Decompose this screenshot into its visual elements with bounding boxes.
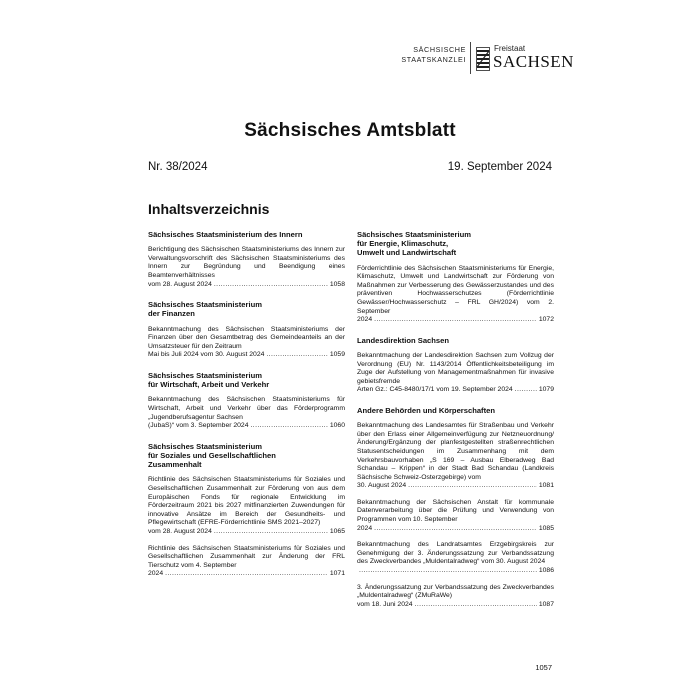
- toc-entry-last-line: (JubaS)“ vom 3. September 2024: [148, 422, 249, 430]
- toc-entry-last-line: 2024: [357, 524, 373, 532]
- toc-entry-text: Richtlinie des Sächsischen Staatsministeriums für Soziales und Gesellschaftlichen Zusammenhalt zur Förderung von aus dem Europäischen Fonds für regionale Entwicklung im Förderzeitraum 2021 bis 2027 mitfinanzierten Zuwendungen für innovative Ansätze im Bereich der Gesundheits- und Pflegewirtschaft (EFRE-Förderrichtlinie SMS 2021–2027): [148, 476, 345, 527]
- toc-entry-leader-line: [357, 525, 554, 534]
- toc-entry-last-line: vom 18. Juni 2024: [357, 600, 413, 608]
- dot-leader: [408, 482, 537, 491]
- toc-column-left: [148, 230, 345, 590]
- toc-entry[interactable]: [357, 541, 554, 575]
- toc-entry-text: Bekanntmachung des Sächsischen Staatsministeriums für Wirtschaft, Arbeit und Verkehr über das Förderprogramm „Jugendberufsagentur Sachsen: [148, 396, 345, 421]
- toc-entry-text: Bekanntmachung der Landesdirektion Sachsen zum Vollzug der Verordnung (EU) Nr. 1143/2014 Öffentlichkeitsbeteiligung im Zuge der Aufstellung von Managementmaßnahmen für invasive gebietsfremde: [357, 351, 554, 385]
- toc-entry-page: 1086: [538, 567, 554, 575]
- dot-leader: [374, 525, 537, 534]
- toc-section-title: Sächsisches Staatsministerium der Finanzen: [148, 300, 262, 319]
- toc-entry-last-line: Arten Gz.: C45-8480/17/1 vom 19. September 2024: [357, 386, 513, 394]
- agency-line-1: SÄCHSISCHE: [413, 45, 466, 54]
- toc-entry[interactable]: [148, 326, 345, 360]
- toc-entry-leader-line: [357, 567, 554, 576]
- toc-entry-text: Bekanntmachung des Sächsischen Staatsministeriums der Finanzen über den Gesamtbetrag des Gemeindeanteils an der Umsatzsteuer für den Zeitraum: [148, 325, 345, 350]
- toc-entry-page: 1059: [329, 351, 345, 359]
- toc-section: [357, 336, 554, 395]
- toc-entry[interactable]: [357, 265, 554, 325]
- dot-leader: [165, 570, 328, 579]
- toc-entry-last-line: 2024: [148, 570, 164, 578]
- toc-entry-leader-line: [148, 422, 345, 431]
- state-name: SACHSEN: [493, 52, 574, 71]
- toc-entry-page: 1072: [538, 316, 554, 324]
- page-number: 1057: [535, 663, 552, 672]
- toc-entry-text: Richtlinie des Sächsischen Staatsministeriums für Soziales und Gesellschaftlichen Zusammenhalt zur Änderung der FRL Tierschutz vom 4. September: [148, 544, 345, 569]
- toc-entry-leader-line: [357, 482, 554, 491]
- toc-column-right: [357, 230, 554, 620]
- issue-number: Nr. 38/2024: [148, 161, 208, 173]
- toc-entry[interactable]: [148, 396, 345, 430]
- toc-section: [148, 300, 345, 360]
- dot-leader: [515, 386, 537, 395]
- issue-date: 19. September 2024: [447, 161, 552, 173]
- dot-leader: [415, 601, 537, 610]
- toc-entry-last-line: vom 28. August 2024: [148, 280, 212, 288]
- toc-entry-leader-line: [148, 281, 345, 290]
- toc-entry-page: 1081: [538, 482, 554, 490]
- toc-entry-page: 1071: [329, 570, 345, 578]
- toc-entry-page: 1060: [329, 422, 345, 430]
- toc-entry-text: 3. Änderungssatzung zur Verbandssatzung des Zweckverbandes „Muldentalradweg“ (ZMuRaWe): [357, 583, 554, 600]
- toc-entry-last-line: 2024: [357, 316, 373, 324]
- toc-entry-last-line: Mai bis Juli 2024 vom 30. August 2024: [148, 351, 265, 359]
- saxony-state-chancellery-logo: [384, 42, 574, 76]
- toc-entry-text: Bekanntmachung des Landesamtes für Straßenbau und Verkehr über den Erlass einer Allgemeinverfügung zur Netzneuordnung/Änderung/Ergänzung der planfestgestellten straßenrechtlichen Statusentscheidungen im Zusammenhang mit dem Verkehrsbauvorhaben „S 169 – Ausbau Elberadweg Bad Schandau – Krippen“ in der Stadt Bad Schandau (Landkreis Sächsische Schweiz-Osterzgebirge) vom: [357, 422, 554, 481]
- agency-name: [401, 45, 466, 64]
- toc-entry[interactable]: [148, 476, 345, 536]
- dot-leader: [266, 351, 328, 360]
- toc-section: [357, 406, 554, 609]
- toc-section-title: Sächsisches Staatsministerium für Soziales und Gesellschaftlichen Zusammenhalt: [148, 441, 276, 470]
- toc-entry-page: 1087: [538, 600, 554, 608]
- toc-entry-page: 1065: [329, 527, 345, 535]
- toc-entry[interactable]: [357, 499, 554, 533]
- toc-section: [148, 371, 345, 431]
- toc-entry-last-line: vom 28. August 2024: [148, 527, 212, 535]
- toc-entry-last-line: 30. August 2024: [357, 482, 407, 490]
- toc-entry-leader-line: [357, 386, 554, 395]
- agency-line-2: STAATSKANZLEI: [401, 54, 466, 64]
- toc-entry-text: Berichtigung des Sächsischen Staatsministeriums des Innern zur Verwaltungsvorschrift des Sächsischen Staatsministeriums des Innern zur Begründung und Beendigung eines Beamtenverhältnisses: [148, 246, 345, 279]
- toc-section: [148, 230, 345, 289]
- toc-entry-page: 1058: [329, 280, 345, 288]
- logo-divider: [470, 42, 471, 74]
- toc-entry-leader-line: [148, 570, 345, 579]
- toc-section: [357, 230, 554, 325]
- toc-section-title: Sächsisches Staatsministerium für Energie, Klimaschutz, Umwelt und Landwirtschaft: [357, 230, 471, 258]
- toc-entry-text: Bekanntmachung der Sächsischen Anstalt für kommunale Datenverarbeitung über die Prüfung und Verwendung von Programmen vom 10. September: [357, 498, 554, 524]
- toc-section-title: Andere Behörden und Körperschaften: [357, 405, 495, 415]
- toc-entry-page: 1085: [538, 524, 554, 532]
- dot-leader: [359, 567, 537, 576]
- toc-entry-text: Förderrichtlinie des Sächsischen Staatsministeriums für Energie, Klimaschutz, Umwelt und Landwirtschaft zur Förderung von Maßnahmen zur Verbesserung des Gewässerzustandes und des präventiven Hochwasserschutzes (Förderrichtlinie Gewässer/Hochwasserschutz – FRL GH/2024) vom 2. September: [357, 264, 554, 315]
- toc-entry-leader-line: [148, 351, 345, 360]
- toc-entry[interactable]: [357, 422, 554, 491]
- toc-heading: Inhaltsverzeichnis: [148, 201, 270, 217]
- toc-entry[interactable]: [357, 584, 554, 610]
- toc-section: [148, 442, 345, 579]
- toc-section-title: Landesdirektion Sachsen: [357, 335, 449, 345]
- saxony-crest-icon: [476, 47, 490, 71]
- toc-entry[interactable]: [148, 545, 345, 579]
- toc-entry-text: Bekanntmachung des Landratsamtes Erzgebirgskreis zur Genehmigung der 3. Änderungssatzung zur Verbandssatzung des Zweckverbandes „Muldentalradweg“ vom 30. August 2024: [357, 541, 554, 566]
- toc-entry[interactable]: [148, 246, 345, 289]
- dot-leader: [374, 316, 537, 325]
- toc-entry-leader-line: [148, 528, 345, 537]
- document-title: Sächsisches Amtsblatt: [244, 120, 456, 141]
- toc-entry-leader-line: [357, 601, 554, 610]
- toc-section-title: Sächsisches Staatsministerium für Wirtschaft, Arbeit und Verkehr: [148, 370, 270, 390]
- dot-leader: [251, 422, 328, 431]
- toc-entry[interactable]: [357, 352, 554, 395]
- toc-entry-page: 1079: [538, 386, 554, 394]
- toc-entry-leader-line: [357, 316, 554, 325]
- toc-section-title: Sächsisches Staatsministerium des Innern: [148, 230, 303, 239]
- dot-leader: [214, 528, 328, 537]
- state-prefix: Freistaat: [494, 44, 526, 53]
- dot-leader: [214, 281, 328, 290]
